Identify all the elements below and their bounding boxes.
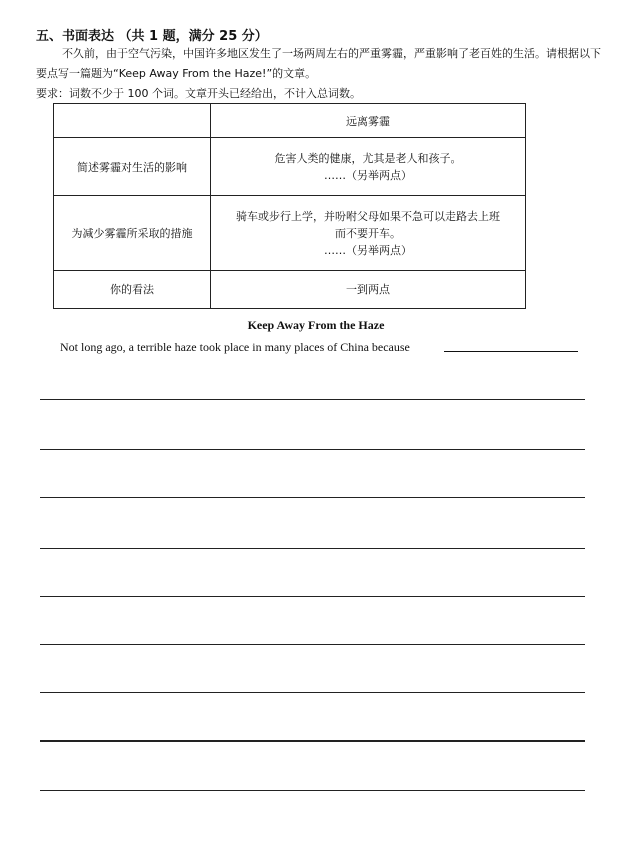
writing-line[interactable] [40, 449, 585, 450]
row-content-line: ……（另举两点） [324, 168, 412, 182]
table-header-cell: 远离雾霾 [211, 104, 526, 138]
row-label: 为减少雾霾所采取的措施 [54, 196, 211, 270]
row-content [211, 270, 526, 308]
task-requirement: 要求：词数不少于 100 个词。文章开头已经给出，不计入总词数。 [36, 87, 361, 100]
writing-line[interactable] [40, 548, 585, 549]
table-header-empty-cell [54, 104, 211, 138]
row-content-line: ……（另举两点） [324, 243, 412, 257]
writing-line[interactable] [40, 740, 585, 742]
writing-line[interactable] [40, 596, 585, 597]
essay-title: Keep Away From the Haze [247, 318, 385, 332]
table-header-row [54, 104, 526, 138]
writing-line[interactable] [40, 644, 585, 645]
row-content [211, 138, 526, 196]
outline-table [53, 103, 526, 309]
row-content-line: 一到两点 [346, 282, 390, 296]
row-label: 简述雾霾对生活的影响 [54, 138, 211, 196]
writing-line[interactable] [40, 399, 585, 400]
table-row [54, 270, 526, 308]
task-intro: 不久前，由于空气污染，中国许多地区发生了一场两周左右的严重雾霾，严重影响了老百姓的生活。请根据以下要点写一篇题为“Keep Away From the Haze!”的文章。 [36, 47, 601, 80]
writing-line[interactable] [40, 790, 585, 791]
answer-blank[interactable] [444, 351, 578, 352]
row-content-line: 骑车或步行上学，并吩咐父母如果不急可以走路去上班 [236, 209, 500, 223]
row-content [211, 196, 526, 270]
writing-line[interactable] [40, 692, 585, 693]
essay-opening: Not long ago, a terrible haze took place in many places of China because [60, 340, 410, 354]
writing-line[interactable] [40, 497, 585, 498]
row-label: 你的看法 [54, 270, 211, 308]
table-row [54, 196, 526, 270]
row-content-line: 而不要开车。 [335, 226, 401, 240]
row-content-line: 危害人类的健康，尤其是老人和孩子。 [274, 151, 462, 165]
section-heading: 五、书面表达 （共 1 题，满分 25 分） [36, 29, 268, 44]
table-row [54, 138, 526, 196]
